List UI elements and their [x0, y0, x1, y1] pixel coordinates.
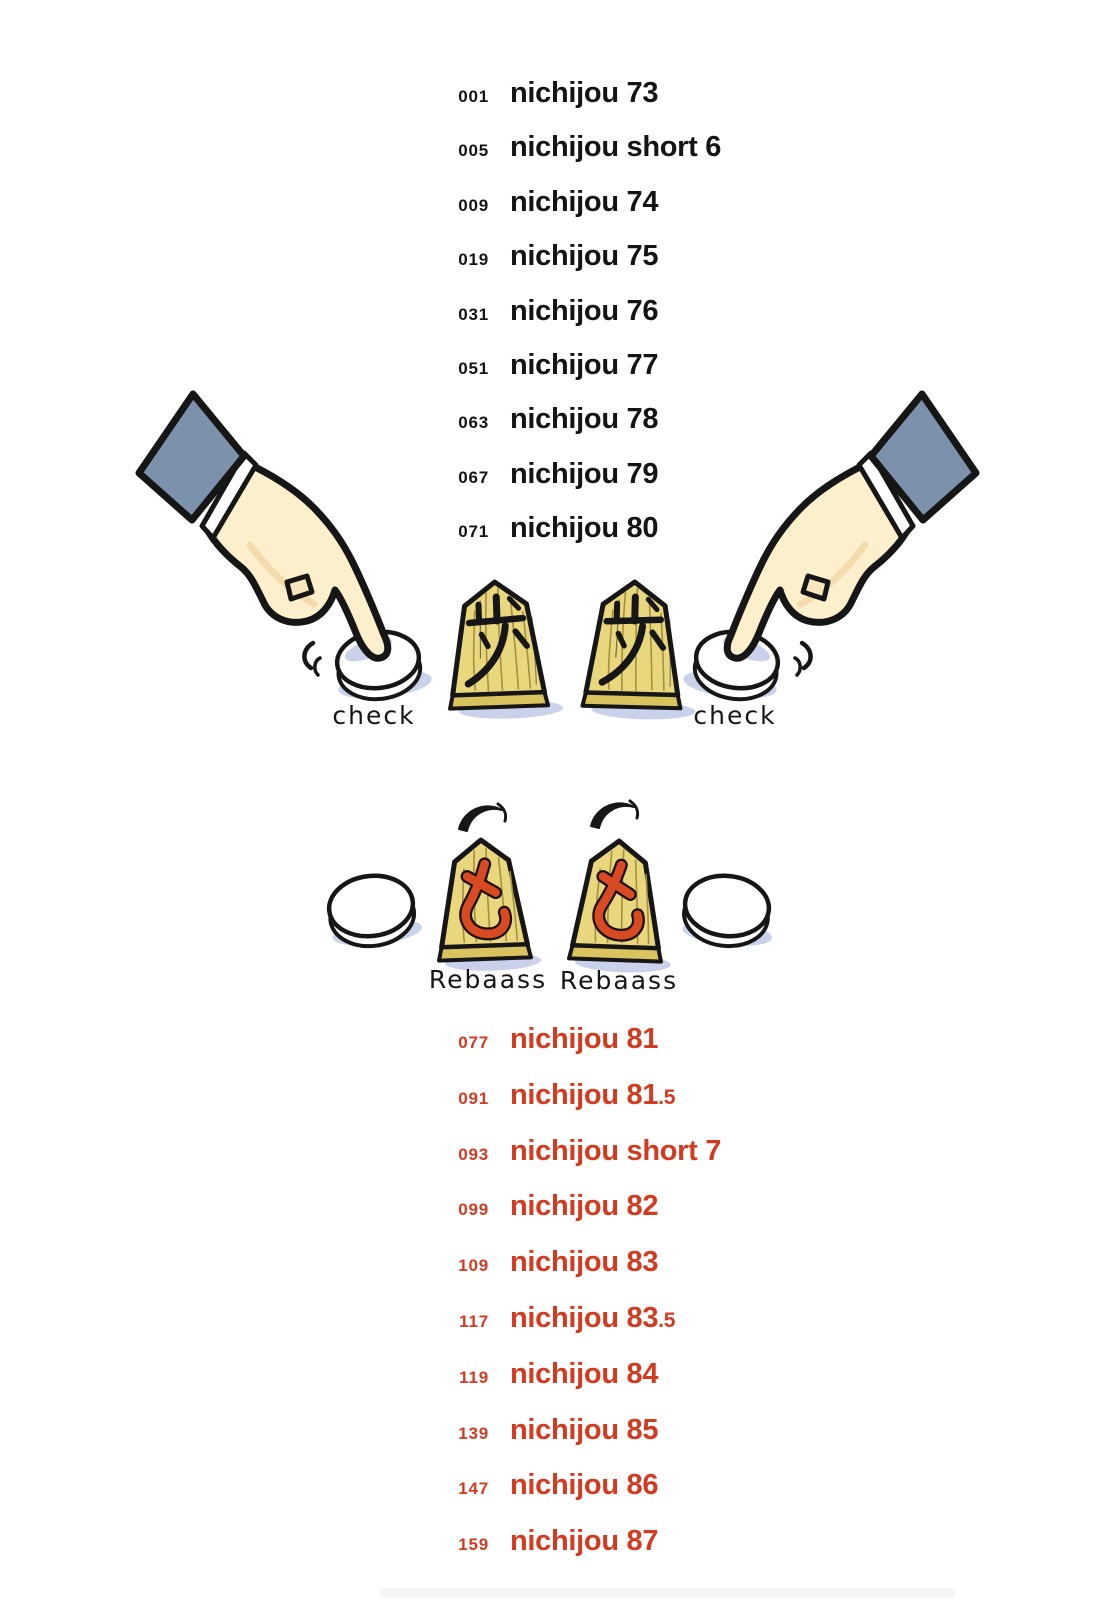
page-number: 063 — [458, 413, 489, 433]
chapter-title: nichijou 83.5 — [510, 1301, 676, 1334]
page-number: 147 — [458, 1479, 489, 1499]
chapter-title: nichijou 73 — [510, 77, 659, 109]
page-number: 031 — [458, 304, 489, 324]
page-number: 001 — [458, 87, 489, 106]
chapter-title: nichijou 87 — [510, 1525, 659, 1558]
page-number: 139 — [458, 1423, 489, 1443]
chapter-title: nichijou 79 — [510, 457, 659, 490]
curled-finger-knuckle — [287, 576, 312, 599]
flip-swoosh-right — [591, 801, 638, 828]
chapter-title: nichijou 75 — [510, 240, 659, 273]
page-number: 117 — [459, 1311, 489, 1331]
chapter-title: nichijou 82 — [510, 1190, 659, 1223]
page-number: 005 — [458, 141, 489, 161]
toc-entry — [451, 1012, 721, 1068]
toc-entry — [451, 1514, 721, 1570]
check-label-left: check — [332, 701, 416, 730]
toc-entry — [451, 1068, 721, 1124]
check-label-right: check — [693, 701, 777, 730]
toc-entry — [451, 1124, 721, 1180]
page-number: 119 — [459, 1367, 489, 1387]
page-number: 091 — [458, 1088, 489, 1108]
chapter-title: nichijou 76 — [510, 294, 659, 327]
hand-pressing-button-left — [139, 394, 433, 704]
toc-entry — [451, 175, 721, 229]
promoted-pawn-piece-left — [435, 838, 542, 972]
hand-with-sleeve — [139, 394, 388, 658]
chapter-title: nichijou 86 — [510, 1469, 659, 1502]
page-number: 109 — [458, 1256, 489, 1276]
toc-entry — [451, 1458, 721, 1514]
chapter-title: nichijou 81 — [510, 1023, 659, 1055]
chapter-title: nichijou 81.5 — [510, 1078, 676, 1111]
page-number: 159 — [458, 1535, 489, 1555]
toc-entry — [451, 229, 721, 283]
promoted-pawn-piece-right — [569, 839, 676, 973]
toc-entry — [451, 1347, 721, 1403]
page-number: 009 — [458, 195, 489, 215]
page-number: 077 — [458, 1033, 489, 1052]
chapter-title: nichijou 83 — [510, 1246, 659, 1279]
clock-button-released-left — [326, 870, 424, 950]
toc-entry — [451, 1291, 721, 1347]
table-of-contents-bottom — [451, 1012, 721, 1570]
chapter-title: nichijou 78 — [510, 403, 659, 436]
shogi-pawn-piece-left — [446, 580, 564, 721]
page-number: 093 — [458, 1144, 489, 1164]
toc-entry — [451, 66, 721, 120]
chapter-title: nichijou 80 — [510, 512, 659, 545]
flip-swoosh-left — [459, 804, 506, 831]
shogi-pawn-piece-right — [582, 581, 699, 721]
chapter-title: nichijou short 6 — [510, 131, 722, 164]
page-number: 051 — [458, 358, 489, 378]
chapter-title: nichijou 74 — [510, 185, 659, 218]
toc-entry — [451, 120, 721, 174]
page-number: 099 — [458, 1200, 489, 1220]
toc-entry — [451, 284, 721, 338]
toc-entry — [451, 1179, 721, 1235]
toc-entry — [451, 1235, 721, 1291]
chapter-title: nichijou 85 — [510, 1413, 659, 1446]
page-number: 067 — [458, 467, 489, 487]
page-scan-artifact — [380, 1588, 955, 1598]
rebaass-label-left: Rebaass — [428, 965, 548, 994]
chapter-title: nichijou short 7 — [510, 1134, 722, 1167]
hand-pressing-button-right — [682, 394, 976, 704]
shogi-clock-illustration — [0, 380, 1115, 1000]
press-motion-mark — [304, 643, 320, 675]
rebaass-label-right: Rebaass — [559, 966, 679, 995]
chapter-title: nichijou 84 — [510, 1357, 659, 1390]
page-number: 019 — [458, 250, 489, 270]
page-number: 071 — [458, 522, 489, 542]
toc-entry — [451, 1403, 721, 1459]
chapter-title: nichijou 77 — [510, 348, 659, 381]
clock-button-released-right — [681, 872, 778, 951]
